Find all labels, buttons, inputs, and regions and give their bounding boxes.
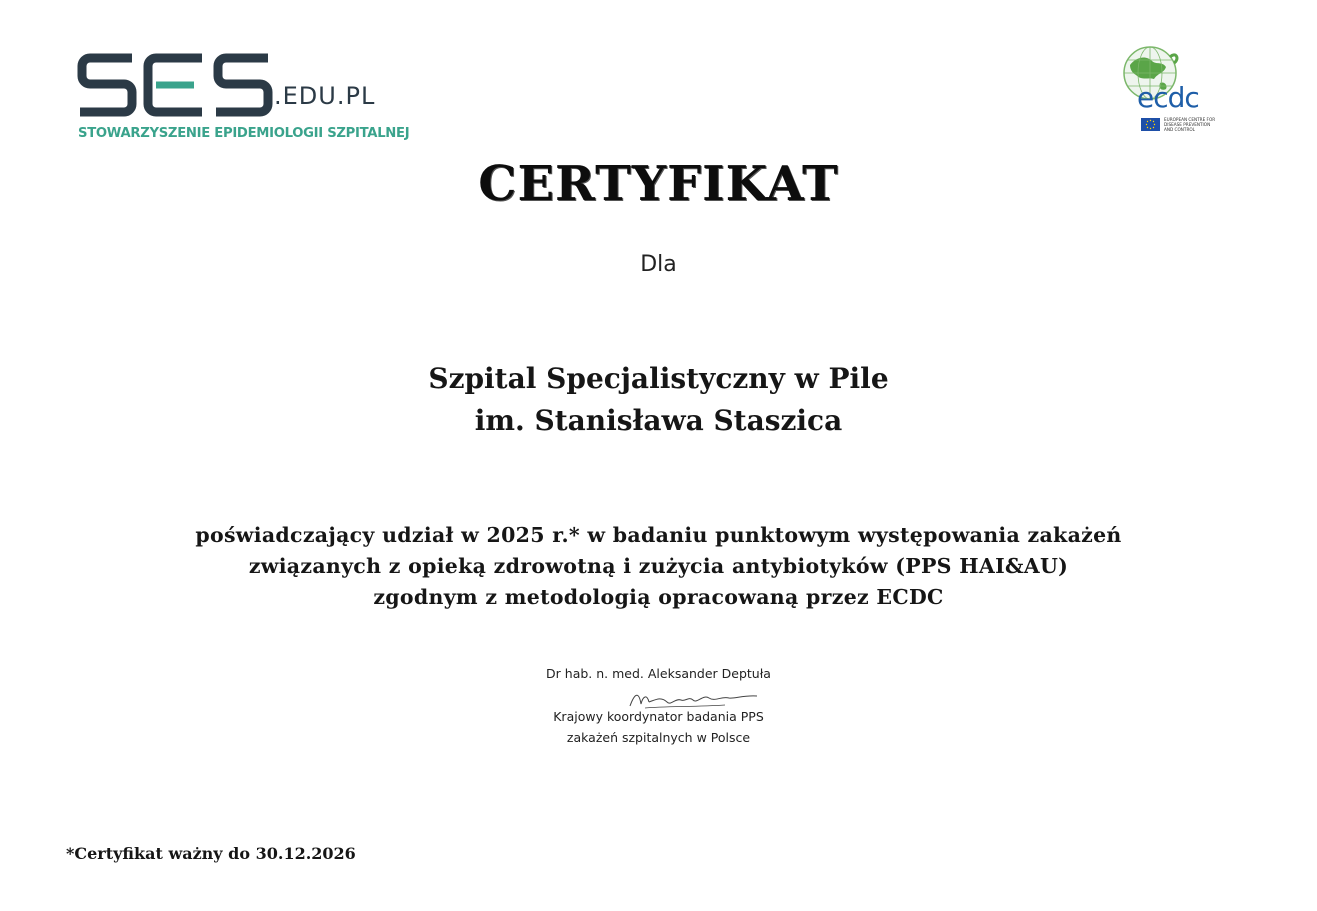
recipient-line: Szpital Specjalistyczny w Pile xyxy=(428,362,889,395)
statement-line: zgodnym z metodologią opracowaną przez ECDC xyxy=(373,585,944,609)
recipient-name xyxy=(0,358,1317,442)
statement-line: poświadczający udział w 2025 r.* w badaniu punktowym występowania zakażeń xyxy=(195,523,1122,547)
ecdc-full-name-line: DISEASE PREVENTION xyxy=(1164,122,1211,127)
signatory-role-line: Krajowy koordynator badania PPS xyxy=(553,709,764,724)
signatory-name: Dr hab. n. med. Aleksander Deptuła xyxy=(546,666,771,681)
ecdc-full-name-line: EUROPEAN CENTRE FOR xyxy=(1164,117,1216,122)
ses-logo xyxy=(76,50,410,150)
recipient-line: im. Stanisława Staszica xyxy=(474,404,843,437)
ecdc-full-name xyxy=(1164,117,1215,132)
validity-footnote: *Certyfikat ważny do 30.12.2026 xyxy=(66,844,356,863)
certificate-statement xyxy=(0,520,1317,613)
ses-logo-icon xyxy=(76,50,276,120)
certificate-title: CERTYFIKAT xyxy=(478,156,839,212)
signatory-role-line: zakażeń szpitalnych w Polsce xyxy=(566,730,751,745)
ses-tagline: STOWARZYSZENIE EPIDEMIOLOGII SZPITALNEJ xyxy=(78,126,410,141)
ses-domain-text: .EDU.PL xyxy=(274,82,376,110)
ecdc-logo xyxy=(1115,40,1230,135)
signature-scribble xyxy=(625,686,765,712)
ecdc-wordmark: ecdc xyxy=(1137,81,1199,114)
eu-flag-icon xyxy=(1141,118,1160,131)
signatory-role xyxy=(0,706,1317,748)
statement-line: związanych z opieką zdrowotną i zużycia antybiotyków (PPS HAI&AU) xyxy=(248,554,1069,578)
for-label: Dla xyxy=(640,252,677,277)
signature-block xyxy=(0,664,1317,748)
ecdc-full-name-line: AND CONTROL xyxy=(1164,127,1196,132)
